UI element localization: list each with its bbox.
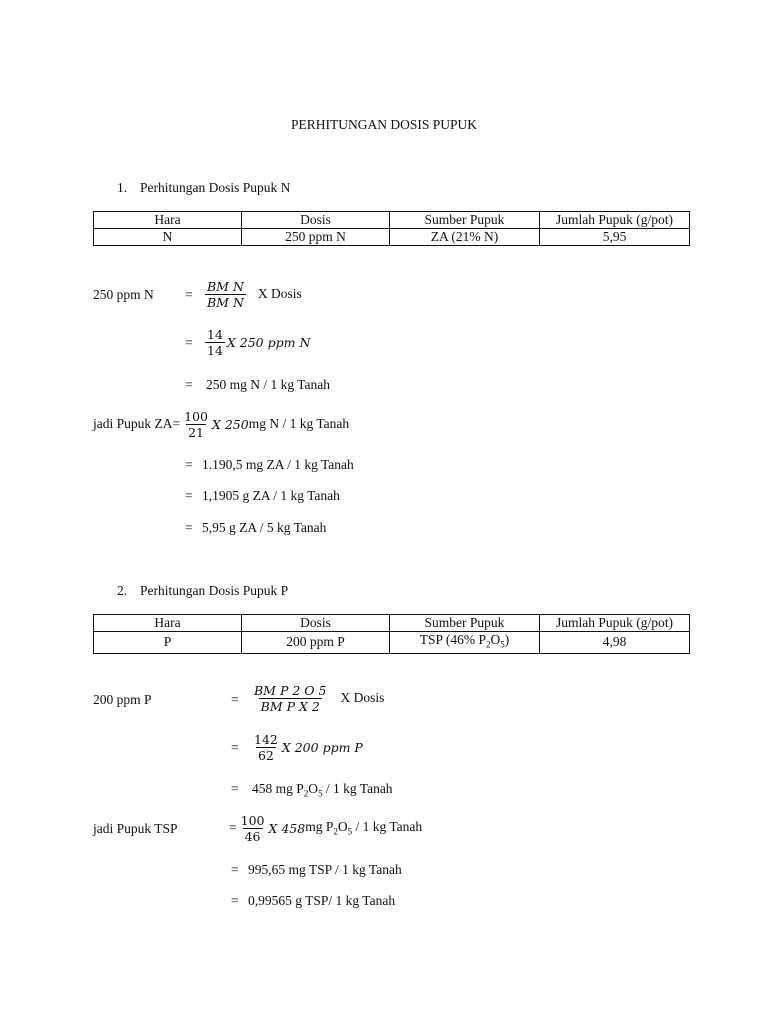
fraction-denominator: 62 [257,747,274,763]
formula-unit-text: O [337,819,348,835]
table-cell: N [94,229,242,246]
equals-sign: = [229,820,237,835]
page-title: PERHITUNGAN DOSIS PUPUK [290,117,478,132]
result-line: 1,1905 g ZA / 1 kg Tanah [202,488,340,503]
fraction-numerator: 14 [207,326,223,342]
formula-unit-text: mg P [305,819,334,835]
table-header-cell: Hara [94,212,242,229]
fraction-denominator: 14 [207,342,223,358]
formula-bm-ratio [203,277,302,311]
fraction-numerator: BM N [207,278,244,294]
table-row [94,229,690,246]
result-text: O [308,781,319,796]
formula-suffix: X Dosis [257,286,302,301]
calc-label-200ppm: 200 ppm P [93,692,152,707]
table-cell: 5,95 [540,229,690,246]
result-text: / 1 kg Tanah [322,781,393,796]
equals-sign: = [185,335,193,350]
fraction-denominator: BM N [207,294,244,310]
subscript: 2 [486,639,491,650]
equals-sign: = [231,781,239,796]
formula-unit [305,819,422,837]
formula-bm-p2o5 [250,681,384,715]
equals-sign: = [231,692,239,707]
cell-text: ) [504,632,510,647]
formula-unit-text: / 1 kg Tanah [352,819,423,835]
equals-sign: = [185,520,193,535]
table-pupuk-n [93,211,690,246]
result-line: 0,99565 g TSP/ 1 kg Tanah [248,893,396,908]
calc-label-pupuk-za: jadi Pupuk ZA [93,416,173,431]
formula-expression: X 200 ppm P [281,739,363,755]
subscript: 2 [333,826,338,837]
fraction [205,279,246,310]
result-line: 250 mg N / 1 kg Tanah [206,377,331,392]
table-header-cell: Jumlah Pupuk (g/pot) [540,615,690,632]
cell-text: O [490,632,501,647]
table-header-cell: Hara [94,615,242,632]
formula-expression: X 458 [268,820,306,836]
table-cell: P [94,632,242,654]
result-line: 5,95 g ZA / 5 kg Tanah [202,520,327,535]
table-header-row [94,615,690,632]
result-line: 995,65 mg TSP / 1 kg Tanah [248,862,402,877]
table-header-cell: Sumber Pupuk [390,212,540,229]
section-1-number: 1. [117,180,128,195]
equals-sign: = [185,457,193,472]
table-cell: 200 ppm P [242,632,390,654]
section-1-heading: Perhitungan Dosis Pupuk N [140,180,291,195]
subscript: 5 [318,788,323,799]
fraction-numerator: 142 [254,731,278,747]
equals-sign: = [185,488,193,503]
formula-expression: X 250 ppm N [226,334,311,350]
fraction [239,813,267,844]
formula-142-62 [250,730,363,764]
table-header-cell: Dosis [242,212,390,229]
section-2-number: 2. [117,583,128,598]
fraction-denominator: 21 [188,424,204,440]
table-header-cell: Jumlah Pupuk (g/pot) [540,212,690,229]
table-header-cell: Sumber Pupuk [390,615,540,632]
formula-expression: X 250 [211,416,249,432]
fraction-denominator: 46 [244,828,261,844]
equals-sign: = [231,862,239,877]
formula-pupuk-za [93,407,349,441]
result-text: 458 mg P [252,781,304,796]
formula-unit: mg N / 1 kg Tanah [248,416,350,431]
fraction [252,683,328,714]
subscript: 5 [347,826,353,837]
equals-sign: = [231,893,239,908]
formula-14-14 [203,325,310,359]
equals-sign: = [231,740,239,755]
table-cell: 250 ppm N [242,229,390,246]
calc-label-250ppm: 250 ppm N [93,287,154,302]
fraction-numerator: BM P 2 O 5 [254,682,327,698]
formula-pupuk-tsp [229,811,422,845]
table-header-cell: Dosis [242,615,390,632]
table-cell [390,632,540,654]
formula-suffix: X Dosis [340,690,385,705]
fraction-numerator: 100 [184,408,208,424]
table-header-row [94,212,690,229]
section-2-heading: Perhitungan Dosis Pupuk P [140,583,289,598]
subscript: 5 [500,639,505,650]
fraction-numerator: 100 [240,812,265,828]
table-pupuk-p [93,614,690,654]
fraction-denominator: BM P X 2 [260,698,320,714]
equals-sign: = [172,416,181,431]
equals-sign: = [185,377,193,392]
table-cell: 4,98 [540,632,690,654]
result-line: 1.190,5 mg ZA / 1 kg Tanah [202,457,354,472]
table-row [94,632,690,654]
subscript: 2 [303,788,309,799]
table-cell: ZA (21% N) [390,229,540,246]
equals-sign: = [185,287,193,302]
fraction [182,409,210,440]
fraction [252,732,280,763]
calc-label-pupuk-tsp: jadi Pupuk TSP [93,821,178,836]
fraction [205,327,225,358]
cell-text: TSP (46% P [419,632,486,647]
result-line [252,781,393,799]
